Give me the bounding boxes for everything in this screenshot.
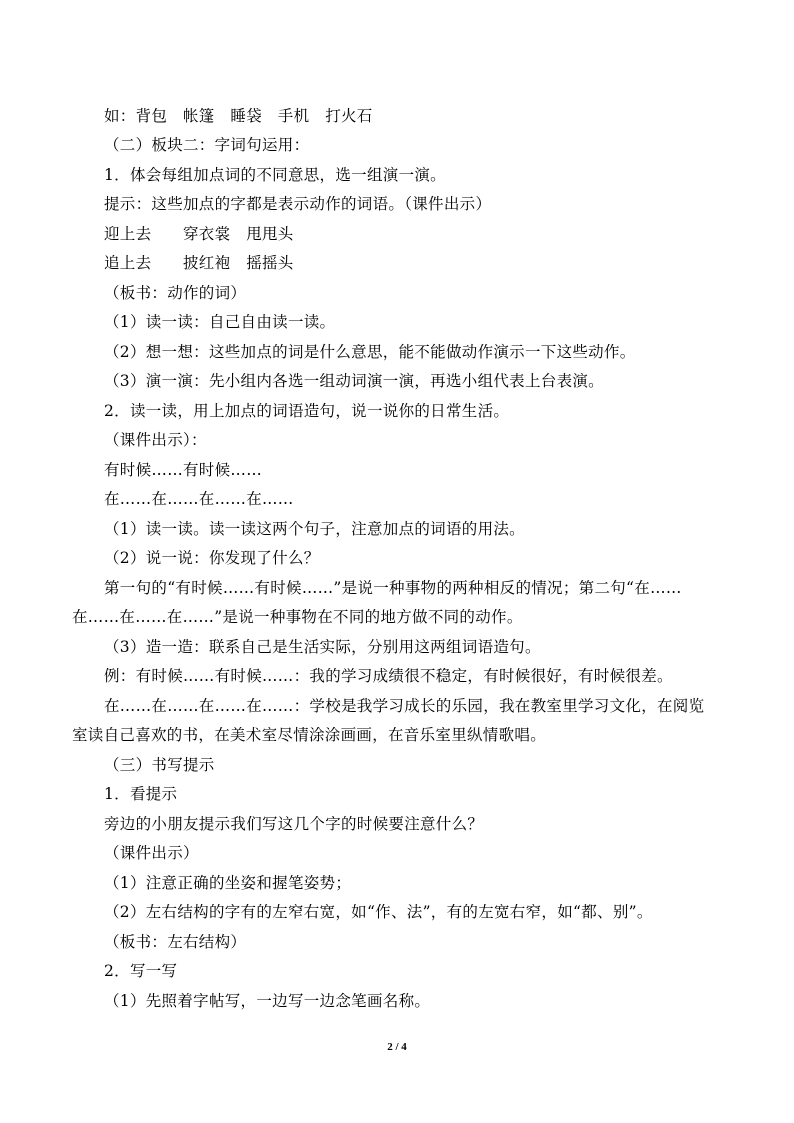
text-line: 如：背包 帐篷 睡袋 手机 打火石 bbox=[104, 107, 373, 125]
text-line: 迎上去 穿衣裳 甩甩头 bbox=[104, 225, 294, 243]
text-line: （2）说一说：你发现了什么？ bbox=[104, 549, 320, 567]
text-line: （1）读一读。读一读这两个句子，注意加点的词语的用法。 bbox=[104, 520, 525, 538]
text-line: （课件出示） bbox=[104, 844, 199, 862]
text-line: 1．看提示 bbox=[104, 785, 178, 803]
text-line: （2）想一想：这些加点的词是什么意思，能不能做动作演示一下这些动作。 bbox=[104, 343, 636, 361]
section-heading: （三）书写提示 bbox=[104, 756, 215, 774]
text-line: 在……在……在……”是说一种事物在不同的地方做不同的动作。 bbox=[72, 608, 523, 626]
text-line: （板书：左右结构） bbox=[104, 933, 247, 951]
page-number: 2 / 4 bbox=[387, 1041, 407, 1053]
text-line: （1）注意正确的坐姿和握笔姿势； bbox=[104, 874, 352, 892]
text-line: 第一句的“有时候……有时候……”是说一种事物的两种相反的情况；第二句“在…… bbox=[104, 579, 682, 597]
text-line: 室读自己喜欢的书，在美术室尽情涂涂画画，在音乐室里纵情歌唱。 bbox=[72, 726, 547, 744]
text-line: 2．写一写 bbox=[104, 962, 178, 980]
section-heading: （二）板块二：字词句运用： bbox=[104, 136, 310, 154]
text-line: 在……在……在……在…… bbox=[104, 490, 294, 508]
text-line: 例：有时候……有时候……：我的学习成绩很不稳定，有时候很好，有时候很差。 bbox=[104, 667, 673, 685]
text-line: 1．体会每组加点词的不同意思，选一组演一演。 bbox=[104, 166, 446, 184]
text-line: （课件出示）： bbox=[104, 431, 207, 449]
text-line: 追上去 披红袍 摇摇头 bbox=[104, 254, 294, 272]
text-line: （3）造一造：联系自己是生活实际，分别用这两组词语造句。 bbox=[104, 638, 541, 656]
text-line: 旁边的小朋友提示我们写这几个字的时候要注意什么？ bbox=[104, 815, 484, 833]
text-line: 提示：这些加点的字都是表示动作的词语。（课件出示） bbox=[104, 195, 492, 213]
text-line: 在……在……在……在……：学校是我学习成长的乐园，我在教室里学习文化，在阅览 bbox=[104, 697, 705, 715]
text-line: （板书：动作的词） bbox=[104, 284, 247, 302]
text-line: 有时候……有时候…… bbox=[104, 461, 263, 479]
text-line: （1）读一读：自己自由读一读。 bbox=[104, 313, 336, 331]
text-line: （1）先照着字帖写，一边写一边念笔画名称。 bbox=[104, 992, 431, 1010]
text-line: （2）左右结构的字有的左窄右宽，如“作、法”，有的左宽右窄，如“都、别”。 bbox=[104, 903, 653, 921]
text-line: （3）演一演：先小组内各选一组动词演一演，再选小组代表上台表演。 bbox=[104, 372, 604, 390]
text-line: 2．读一读，用上加点的词语造句，说一说你的日常生活。 bbox=[104, 402, 510, 420]
